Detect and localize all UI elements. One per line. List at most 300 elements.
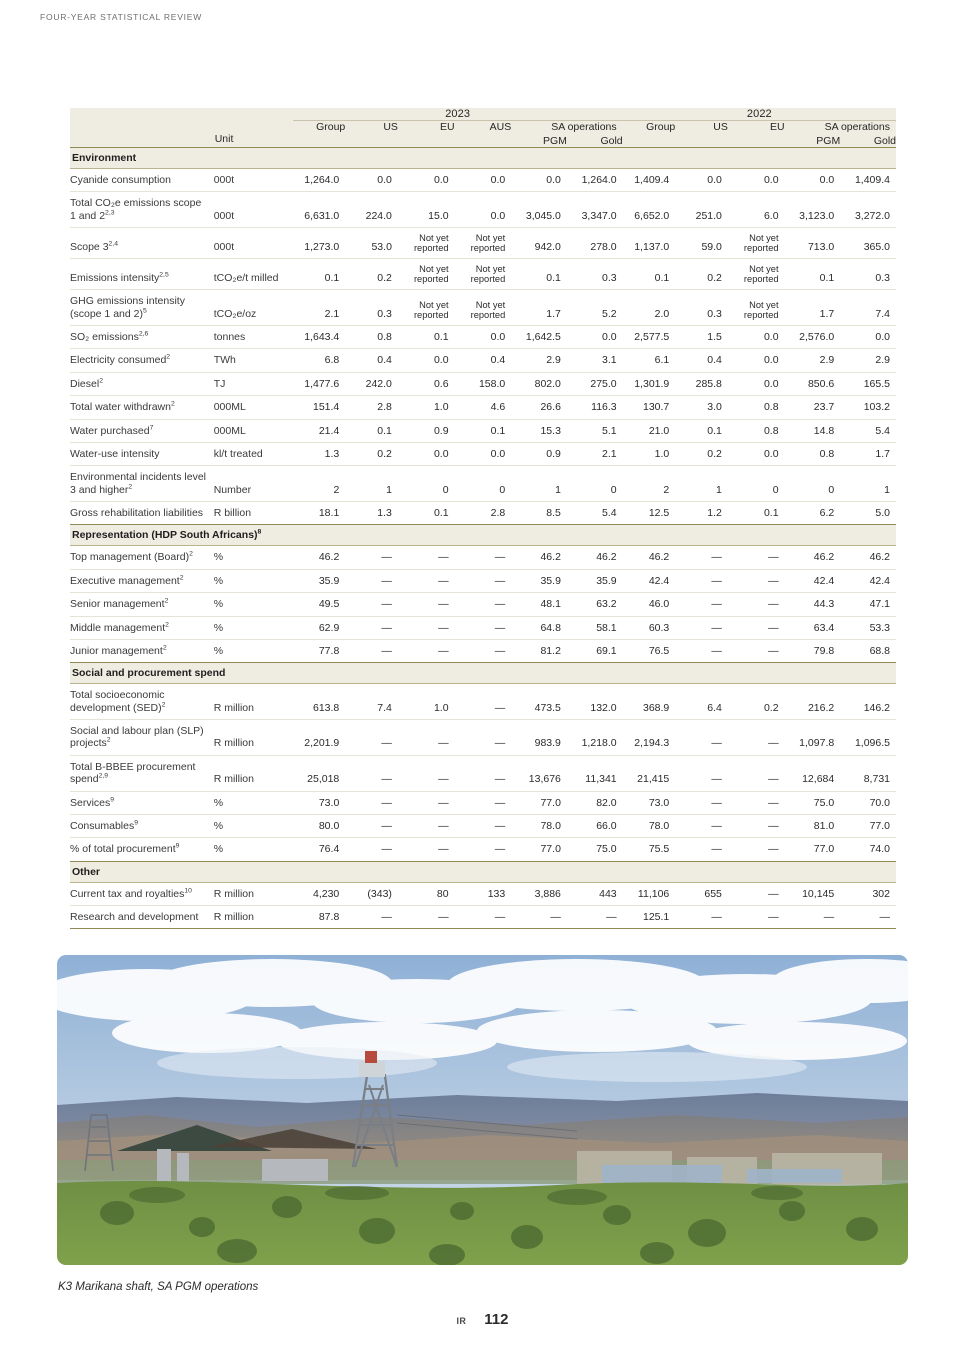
cell-2023-aus: 0.4 bbox=[455, 349, 512, 372]
table-row bbox=[70, 616, 896, 639]
table-body bbox=[70, 148, 896, 929]
cell-2022-gold: 1 bbox=[840, 466, 896, 502]
cell-2023-eu: 1.0 bbox=[398, 684, 455, 720]
cell-2023-group: 1.3 bbox=[293, 442, 346, 465]
table-row bbox=[70, 228, 896, 259]
row-unit: R million bbox=[214, 755, 293, 791]
cell-2022-pgm: 12,684 bbox=[785, 755, 841, 791]
cell-2023-pgm: 802.0 bbox=[511, 372, 567, 395]
cell-2023-group: 25,018 bbox=[293, 755, 346, 791]
cell-2022-pgm: 63.4 bbox=[785, 616, 841, 639]
cell-2023-group: 1,643.4 bbox=[293, 326, 346, 349]
cell-2023-aus: — bbox=[455, 569, 512, 592]
table-row bbox=[70, 838, 896, 861]
cell-2022-us: 6.4 bbox=[675, 684, 728, 720]
row-label: Junior management$^2$ bbox=[70, 644, 167, 657]
cell-2023-aus: — bbox=[494, 843, 506, 856]
cell-2023-us: — bbox=[345, 791, 398, 814]
row-unit: R million bbox=[214, 684, 293, 720]
page-footer bbox=[0, 1311, 965, 1328]
cell-2022-us: — bbox=[675, 616, 728, 639]
cell-2023-gold: 132.0 bbox=[567, 684, 623, 720]
cell-2022-group: 0.1 bbox=[623, 259, 676, 290]
cell-2023-pgm: 983.9 bbox=[511, 720, 567, 756]
cell-2022-gold: 0.3 bbox=[840, 259, 896, 290]
cell-2022-group: 125.1 bbox=[642, 911, 670, 923]
table-row bbox=[70, 259, 896, 290]
cell-2022-pgm: 2.9 bbox=[785, 349, 841, 372]
cell-2023-aus: 2.8 bbox=[490, 507, 506, 519]
row-label: Middle management$^2$ bbox=[70, 616, 214, 639]
cell-2022-eu: 0.0 bbox=[728, 326, 785, 349]
cell-2022-eu: — bbox=[768, 843, 779, 856]
cell-2022-eu: — bbox=[728, 882, 785, 905]
table-row bbox=[70, 569, 896, 592]
cell-2023-us: 0.4 bbox=[345, 349, 398, 372]
cell-2022-group: 78.0 bbox=[623, 814, 676, 837]
cell-2022-pgm: 75.0 bbox=[785, 791, 841, 814]
footnote-marker: 2 bbox=[99, 377, 103, 385]
row-unit: tCO₂e/oz bbox=[214, 290, 293, 326]
cell-2022-eu: 0.8 bbox=[728, 419, 785, 442]
table-row bbox=[70, 169, 896, 192]
row-unit: 000ML bbox=[214, 419, 293, 442]
table-row bbox=[70, 906, 896, 929]
cell-2022-pgm: 216.2 bbox=[785, 684, 841, 720]
table-row bbox=[70, 546, 896, 569]
cell-2023-aus: Not yet reported bbox=[455, 259, 512, 290]
row-label: Top management (Board)$^2$ bbox=[70, 546, 214, 569]
cell-2023-group: 21.4 bbox=[293, 419, 346, 442]
cell-2022-pgm: 81.0 bbox=[785, 814, 841, 837]
cell-2022-eu: — bbox=[768, 644, 779, 657]
cell-2022-pgm: 23.7 bbox=[785, 396, 841, 419]
cell-2023-group: 1,264.0 bbox=[293, 169, 346, 192]
table-row bbox=[70, 466, 896, 502]
cell-2023-aus: 133 bbox=[455, 882, 512, 905]
cell-2022-pgm: 0.1 bbox=[785, 259, 841, 290]
photo-illustration bbox=[57, 955, 908, 1265]
cell-2023-eu: 0.1 bbox=[433, 507, 449, 519]
cell-2022-us: 1.5 bbox=[675, 326, 728, 349]
cell-2023-us: 1.3 bbox=[377, 507, 392, 519]
cell-2022-eu: 0.0 bbox=[728, 349, 785, 372]
cell-2023-aus: — bbox=[494, 644, 506, 657]
cell-2022-group: 46.2 bbox=[623, 546, 676, 569]
cell-2023-us: — bbox=[381, 911, 392, 923]
cell-2023-gold: 35.9 bbox=[567, 569, 623, 592]
cell-2023-group: 80.0 bbox=[293, 814, 346, 837]
footnote-marker: 7 bbox=[149, 424, 154, 431]
cell-2022-group: 1,409.4 bbox=[623, 169, 676, 192]
cell-2023-eu: Not yet reported bbox=[398, 259, 455, 290]
col-header-2022-eu: EU bbox=[728, 121, 785, 134]
table-row bbox=[70, 326, 896, 349]
cell-2023-eu: 0.0 bbox=[398, 349, 455, 372]
cell-2022-eu: — bbox=[728, 720, 785, 756]
row-unit: R million bbox=[214, 720, 293, 756]
cell-2022-group: 2 bbox=[623, 466, 676, 502]
cell-2023-aus: 0.0 bbox=[455, 192, 512, 228]
cell-2023-gold: 1,264.0 bbox=[567, 169, 623, 192]
cell-2022-us: 285.8 bbox=[675, 372, 728, 395]
section-closing-rule bbox=[70, 928, 896, 929]
cell-2022-gold: 77.0 bbox=[840, 814, 896, 837]
cell-2022-gold: 5.4 bbox=[840, 419, 896, 442]
cell-2022-gold: 8,731 bbox=[840, 755, 896, 791]
cell-2022-eu: Not yet reported bbox=[728, 259, 785, 290]
footnote-marker: 2,4 bbox=[108, 240, 118, 248]
cell-2022-gold: 1.7 bbox=[840, 442, 896, 465]
cell-2023-group: 49.5 bbox=[293, 593, 346, 616]
table-row bbox=[70, 442, 896, 465]
cell-2022-eu: 0.1 bbox=[763, 507, 779, 519]
table-row bbox=[70, 502, 896, 525]
year-title-row bbox=[70, 108, 896, 121]
cell-2023-pgm: 64.8 bbox=[511, 616, 567, 639]
photo-mine-landscape bbox=[57, 955, 908, 1265]
cell-2023-us: 7.4 bbox=[345, 684, 398, 720]
cell-2023-eu: — bbox=[398, 569, 455, 592]
cell-2022-group: 130.7 bbox=[623, 396, 676, 419]
cell-2023-eu: 0.9 bbox=[398, 419, 455, 442]
cell-2022-pgm: 44.3 bbox=[785, 593, 841, 616]
cell-2022-gold: 47.1 bbox=[840, 593, 896, 616]
cell-2022-us: 0.3 bbox=[675, 290, 728, 326]
cell-2023-group: 0.1 bbox=[293, 259, 346, 290]
cell-2023-aus: — bbox=[455, 720, 512, 756]
cell-2022-us: 59.0 bbox=[675, 228, 728, 259]
cell-2022-pgm: 2,576.0 bbox=[785, 326, 841, 349]
cell-2022-eu: Not yet reported bbox=[728, 228, 785, 259]
cell-2022-us: 0.2 bbox=[675, 259, 728, 290]
row-label: Social and labour plan (SLP) projects$^2$ bbox=[70, 720, 214, 756]
cell-2023-gold: 278.0 bbox=[567, 228, 623, 259]
cell-2023-eu: — bbox=[398, 755, 455, 791]
footnote-marker: 2,5 bbox=[159, 271, 169, 279]
cell-2023-aus: 0.0 bbox=[455, 326, 512, 349]
cell-2023-group: 35.9 bbox=[293, 569, 346, 592]
cell-2022-group: 75.5 bbox=[648, 843, 670, 856]
cell-2022-gold: 3,272.0 bbox=[840, 192, 896, 228]
cell-2023-eu: — bbox=[398, 546, 455, 569]
cell-2023-aus: — bbox=[455, 546, 512, 569]
footnote-marker: 2 bbox=[161, 701, 166, 709]
row-unit: % bbox=[214, 814, 293, 837]
cell-2023-us: (343) bbox=[345, 882, 398, 905]
sub-header-row bbox=[70, 133, 896, 148]
cell-2023-eu: — bbox=[438, 644, 449, 657]
section-title: Other bbox=[70, 861, 896, 882]
cell-2022-gold: 0.0 bbox=[840, 326, 896, 349]
cell-2023-us: — bbox=[345, 616, 398, 639]
row-label: Consumables$^9$ bbox=[70, 814, 214, 837]
row-label: Senior management$^2$ bbox=[70, 593, 214, 616]
row-label: Water-use intensity bbox=[70, 442, 214, 465]
footnote-marker: 2,3 bbox=[105, 209, 115, 217]
cell-2022-gold: 5.0 bbox=[875, 507, 890, 519]
cell-2022-eu: — bbox=[728, 546, 785, 569]
cell-2023-us: — bbox=[345, 593, 398, 616]
cell-2023-gold: 443 bbox=[567, 882, 623, 905]
col-header-2023-sa-operations: SA operations bbox=[511, 121, 622, 134]
cell-2023-group: 62.9 bbox=[293, 616, 346, 639]
table-row bbox=[70, 349, 896, 372]
cell-2023-gold: 75.0 bbox=[596, 843, 617, 856]
cell-2022-eu: 0.8 bbox=[728, 396, 785, 419]
cell-2023-pgm: 35.9 bbox=[511, 569, 567, 592]
row-unit: kl/t treated bbox=[214, 442, 293, 465]
cell-2023-gold: 3,347.0 bbox=[567, 192, 623, 228]
row-unit: % bbox=[214, 616, 293, 639]
cell-2023-eu: 0.0 bbox=[398, 442, 455, 465]
cell-2022-pgm: 713.0 bbox=[785, 228, 841, 259]
cell-2022-group: 1,137.0 bbox=[623, 228, 676, 259]
cell-2023-group: 2 bbox=[293, 466, 346, 502]
table-row bbox=[70, 419, 896, 442]
cell-2022-group: 6.1 bbox=[623, 349, 676, 372]
cell-2022-group: 1.0 bbox=[623, 442, 676, 465]
year-header-2023: 2023 bbox=[293, 108, 623, 121]
footnote-marker: 9 bbox=[175, 842, 180, 850]
cell-2023-pgm: 26.6 bbox=[511, 396, 567, 419]
cell-2023-aus: 158.0 bbox=[455, 372, 512, 395]
cell-2023-pgm: 2.9 bbox=[511, 349, 567, 372]
cell-2023-group: 2.1 bbox=[293, 290, 346, 326]
footnote-marker: 9 bbox=[134, 819, 138, 827]
cell-2023-gold: 116.3 bbox=[567, 396, 623, 419]
cell-2022-pgm: 3,123.0 bbox=[785, 192, 841, 228]
cell-2022-us: 1 bbox=[675, 466, 728, 502]
cell-2022-us: 0.2 bbox=[675, 442, 728, 465]
cell-2022-us: 655 bbox=[675, 882, 728, 905]
cell-2022-gold: 7.4 bbox=[840, 290, 896, 326]
row-label: Total socioeconomic development (SED)$^2$ bbox=[70, 684, 214, 720]
col-header-2022-group: Group bbox=[623, 121, 676, 134]
cell-2022-eu: 0 bbox=[728, 466, 785, 502]
cell-2022-eu: — bbox=[768, 911, 779, 923]
row-unit: R billion bbox=[213, 507, 252, 519]
row-unit: tonnes bbox=[214, 326, 293, 349]
cell-2023-gold: 3.1 bbox=[567, 349, 623, 372]
cell-2023-eu: Not yet reported bbox=[398, 228, 455, 259]
cell-2022-us: — bbox=[675, 593, 728, 616]
cell-2023-aus: 0.0 bbox=[455, 442, 512, 465]
row-label: Emissions intensity$^{2,5}$ bbox=[70, 259, 214, 290]
cell-2022-pgm: 0.0 bbox=[785, 169, 841, 192]
col-header-unit: Unit bbox=[214, 133, 293, 148]
cell-2022-group: 60.3 bbox=[623, 616, 676, 639]
cell-2023-gold: 5.2 bbox=[567, 290, 623, 326]
cell-2022-us: 0.4 bbox=[675, 349, 728, 372]
cell-2023-gold: 11,341 bbox=[567, 755, 623, 791]
cell-2023-us: 224.0 bbox=[345, 192, 398, 228]
cell-2023-pgm: — bbox=[550, 911, 561, 923]
cell-2023-aus: — bbox=[455, 684, 512, 720]
cell-2023-eu: — bbox=[398, 593, 455, 616]
row-label: SO₂ emissions$^{2,6}$ bbox=[70, 326, 214, 349]
cell-2022-us: 3.0 bbox=[675, 396, 728, 419]
cell-2022-us: — bbox=[711, 644, 722, 657]
cell-2022-pgm: 0 bbox=[785, 466, 841, 502]
cell-2022-group: 12.5 bbox=[648, 507, 670, 519]
cell-2022-eu: — bbox=[728, 814, 785, 837]
table-head bbox=[70, 108, 896, 148]
cell-2023-us: — bbox=[381, 644, 392, 657]
cell-2023-aus: 4.6 bbox=[455, 396, 512, 419]
cell-2023-gold: 58.1 bbox=[567, 616, 623, 639]
year-header-2022: 2022 bbox=[623, 108, 896, 121]
cell-2023-gold: 46.2 bbox=[567, 546, 623, 569]
table-section-header bbox=[70, 861, 896, 882]
col-subheader-2023-gold: Gold bbox=[567, 133, 623, 148]
cell-2023-eu: — bbox=[438, 911, 449, 923]
row-label: Electricity consumed$^2$ bbox=[70, 349, 214, 372]
cell-2022-pgm: 1,097.8 bbox=[785, 720, 841, 756]
row-unit: % bbox=[214, 546, 293, 569]
cell-2023-us: 0.8 bbox=[345, 326, 398, 349]
cell-2022-eu: 0.0 bbox=[728, 169, 785, 192]
cell-2023-gold: 82.0 bbox=[567, 791, 623, 814]
cell-2023-group: 76.4 bbox=[318, 843, 340, 856]
cell-2023-pgm: 942.0 bbox=[511, 228, 567, 259]
row-unit: 000ML bbox=[214, 396, 293, 419]
cell-2022-group: 11,106 bbox=[623, 882, 676, 905]
cell-2023-pgm: 15.3 bbox=[511, 419, 567, 442]
cell-2022-gold: 365.0 bbox=[840, 228, 896, 259]
cell-2023-pgm: 77.0 bbox=[511, 791, 567, 814]
cell-2022-us: 251.0 bbox=[675, 192, 728, 228]
cell-2023-aus: Not yet reported bbox=[455, 290, 512, 326]
row-unit: % bbox=[213, 843, 224, 856]
row-unit: tCO₂e/t milled bbox=[214, 259, 293, 290]
col-header-2023-aus: AUS bbox=[455, 121, 512, 134]
col-header-2022-us: US bbox=[675, 121, 728, 134]
cell-2022-gold: 1,096.5 bbox=[840, 720, 896, 756]
cell-2023-gold: 2.1 bbox=[567, 442, 623, 465]
cell-2023-aus: — bbox=[455, 791, 512, 814]
table-row bbox=[70, 639, 896, 662]
cell-2022-gold: 165.5 bbox=[840, 372, 896, 395]
cell-2023-us: 0.0 bbox=[345, 169, 398, 192]
cell-2022-us: — bbox=[675, 569, 728, 592]
row-label: Total B-BBEE procurement spend$^{2,9}$ bbox=[70, 755, 214, 791]
cell-2022-pgm: 0.8 bbox=[785, 442, 841, 465]
cell-2023-pgm: 13,676 bbox=[511, 755, 567, 791]
cell-2023-eu: 1.0 bbox=[398, 396, 455, 419]
cell-2023-aus: 0.0 bbox=[455, 169, 512, 192]
table-row bbox=[70, 755, 896, 791]
cell-2023-pgm: 46.2 bbox=[511, 546, 567, 569]
footnote-marker: 2 bbox=[164, 597, 169, 605]
col-subheader-2022-gold: Gold bbox=[840, 133, 896, 148]
cell-2023-eu: — bbox=[398, 616, 455, 639]
cell-2023-group: 6.8 bbox=[293, 349, 346, 372]
cell-2022-eu: — bbox=[728, 791, 785, 814]
cell-2023-gold: 63.2 bbox=[567, 593, 623, 616]
cell-2022-eu: — bbox=[728, 569, 785, 592]
row-unit: 000t bbox=[214, 228, 293, 259]
row-label: Executive management$^2$ bbox=[70, 569, 214, 592]
footnote-marker: 2 bbox=[106, 736, 111, 744]
cell-2023-group: 4,230 bbox=[293, 882, 346, 905]
cell-2022-us: 0.0 bbox=[675, 169, 728, 192]
running-head: FOUR-YEAR STATISTICAL REVIEW bbox=[40, 12, 202, 22]
cell-2022-us: 1.2 bbox=[707, 507, 722, 519]
row-label: Scope 3$^{2,4}$ bbox=[70, 228, 214, 259]
cell-2022-gold: 103.2 bbox=[840, 396, 896, 419]
cell-2023-eu: Not yet reported bbox=[398, 290, 455, 326]
cell-2023-pgm: 0.9 bbox=[511, 442, 567, 465]
row-label: Research and development bbox=[70, 911, 199, 923]
row-unit: Number bbox=[214, 466, 293, 502]
table-row bbox=[70, 372, 896, 395]
cell-2023-pgm: 8.5 bbox=[546, 507, 561, 519]
cell-2023-aus: Not yet reported bbox=[455, 228, 512, 259]
row-label: Current tax and royalties$^{10}$ bbox=[70, 882, 214, 905]
cell-2022-pgm: — bbox=[823, 911, 835, 923]
cell-2023-aus: — bbox=[455, 616, 512, 639]
cell-2022-gold: 42.4 bbox=[840, 569, 896, 592]
cell-2023-us: — bbox=[345, 546, 398, 569]
cell-2022-group: 46.0 bbox=[623, 593, 676, 616]
cell-2023-us: 0.1 bbox=[345, 419, 398, 442]
row-unit: % bbox=[214, 791, 293, 814]
cell-2023-us: — bbox=[345, 720, 398, 756]
cell-2023-aus: — bbox=[455, 755, 512, 791]
cell-2022-pgm: 42.4 bbox=[785, 569, 841, 592]
cell-2023-us: 53.0 bbox=[345, 228, 398, 259]
footnote-marker: 5 bbox=[142, 307, 147, 315]
cell-2022-eu: — bbox=[728, 755, 785, 791]
section-title: Social and procurement spend bbox=[70, 663, 896, 684]
col-subheader-2022-pgm: PGM bbox=[785, 133, 841, 148]
cell-2022-eu: Not yet reported bbox=[728, 290, 785, 326]
table-row bbox=[70, 814, 896, 837]
row-label: Services$^9$ bbox=[70, 791, 214, 814]
row-unit: R million bbox=[213, 911, 254, 923]
cell-2022-group: 76.5 bbox=[648, 644, 670, 657]
cell-2023-aus: — bbox=[455, 593, 512, 616]
footnote-marker: 8 bbox=[257, 528, 262, 536]
cell-2022-pgm: 6.2 bbox=[819, 507, 835, 519]
table-row bbox=[70, 720, 896, 756]
row-label: Environmental incidents level 3 and higher$^2$ bbox=[70, 466, 214, 502]
cell-2023-eu: 0.1 bbox=[398, 326, 455, 349]
row-unit: R million bbox=[214, 882, 293, 905]
footnote-marker: 2 bbox=[166, 353, 171, 361]
cell-2023-us: 1 bbox=[345, 466, 398, 502]
cell-2022-group: 42.4 bbox=[623, 569, 676, 592]
cell-2023-group: 87.8 bbox=[318, 911, 340, 923]
table-row bbox=[70, 290, 896, 326]
table-section-header bbox=[70, 148, 896, 169]
section-title: Representation (HDP South Africans)$^8$ bbox=[70, 525, 896, 546]
section-title: Environment bbox=[70, 148, 896, 169]
footer-ir-label: IR bbox=[456, 1316, 467, 1326]
cell-2022-group: 2.0 bbox=[623, 290, 676, 326]
cell-2023-gold: 66.0 bbox=[567, 814, 623, 837]
table-row bbox=[70, 396, 896, 419]
footnote-marker: 2,6 bbox=[138, 330, 149, 338]
cell-2023-group: 73.0 bbox=[293, 791, 346, 814]
cell-2023-eu: — bbox=[398, 791, 455, 814]
cell-2023-pgm: 81.2 bbox=[540, 644, 561, 657]
cell-2023-group: 6,631.0 bbox=[293, 192, 346, 228]
cell-2022-pgm: 14.8 bbox=[785, 419, 841, 442]
cell-2022-pgm: 10,145 bbox=[785, 882, 841, 905]
cell-2022-us: — bbox=[675, 814, 728, 837]
